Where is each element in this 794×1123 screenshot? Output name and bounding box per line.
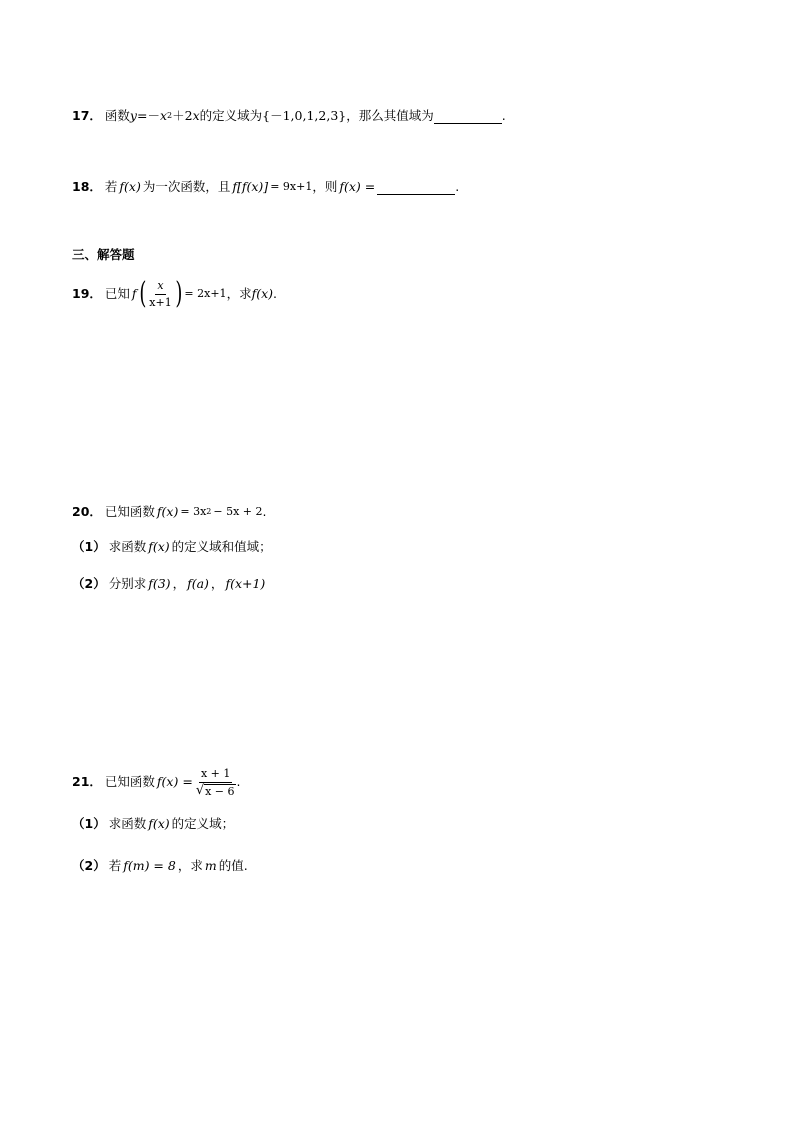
separator: ， [210, 576, 224, 591]
fraction-denominator [196, 783, 236, 798]
math-op: ＋2 [172, 108, 193, 123]
question-text: 求函数 [108, 816, 147, 831]
question-20: 20． 已知函数 f(x) = 3x 2 − 5x + 2 . [72, 504, 267, 519]
question-text: 为一次函数，且 [142, 179, 231, 194]
math-var: x [192, 108, 200, 123]
question-19 [72, 276, 277, 312]
math-expr: f[f(x)] [232, 179, 269, 194]
question-text: 的值. [218, 858, 248, 873]
math-expr: − 5x + 2 [213, 505, 263, 518]
question-text: 已知函数 [104, 504, 155, 519]
question-number: 21． [72, 774, 102, 789]
period: . [262, 504, 267, 519]
question-text: 分别求 [108, 576, 147, 591]
math-op: =－ [136, 108, 160, 123]
math-expr: = 3x [180, 505, 207, 518]
part-label: （2） [72, 576, 106, 591]
radical-sign: √ [195, 782, 205, 798]
question-text: ，求 [226, 286, 252, 301]
section-title: 三、解答题 [72, 247, 135, 262]
math-expr: f(x) [156, 504, 179, 519]
question-text: 求函数 [108, 539, 147, 554]
left-paren: ( [138, 276, 146, 311]
math-var: f [131, 286, 137, 301]
math-expr: f(m) = 8 [123, 858, 176, 873]
question-text: ，求 [177, 858, 203, 873]
question-number: 19． [72, 286, 102, 301]
answer-blank [377, 180, 455, 195]
fraction [149, 279, 171, 310]
period: . [236, 774, 241, 789]
question-text: 已知函数 [104, 774, 155, 789]
part-label: （1） [72, 816, 106, 831]
math-expr: f(x) [148, 816, 170, 831]
math-expr: f(x) = [156, 774, 193, 789]
math-expr: f(a) [187, 576, 209, 591]
question-21-part-2 [72, 857, 248, 875]
question-text: 已知 [104, 286, 130, 301]
question-20-part-2 [72, 575, 267, 593]
math-expr: f(x) = [339, 179, 376, 194]
math-expr: f(x) [119, 179, 141, 194]
math-expr: f(3) [148, 576, 171, 591]
period: . [501, 108, 506, 123]
part-label: （1） [72, 539, 106, 554]
math-expr: f(x) [251, 286, 274, 301]
math-var: m [204, 858, 217, 873]
math-var: x [159, 108, 168, 123]
math-expr: = 9x+1 [270, 180, 313, 193]
question-18 [72, 178, 459, 196]
question-21-part-1 [72, 815, 234, 833]
radicand: x − 6 [205, 784, 235, 798]
question-number: 17． [72, 108, 102, 123]
part-label: （2） [72, 858, 106, 873]
question-number: 20． [72, 504, 102, 519]
math-expr: = 2x+1 [184, 287, 227, 300]
domain-set: {－1,0,1,2,3} [262, 108, 347, 123]
question-20-part-1 [72, 538, 272, 556]
square-root [196, 784, 236, 798]
period: . [455, 179, 460, 194]
fraction [196, 767, 236, 798]
question-text: ，那么其值域为 [346, 108, 434, 123]
right-paren: ) [175, 276, 183, 311]
math-expr: f(x) [148, 539, 170, 554]
period: . [273, 286, 277, 301]
question-17: 17． 函数 y =－ x 2 ＋2 x 的定义域为 {－1,0,1,2,3} ，那么其值域为 . [72, 108, 506, 123]
question-text: 的定义域为 [199, 108, 263, 123]
question-text: 若 [108, 858, 122, 873]
separator: ， [172, 576, 186, 591]
question-number: 18． [72, 179, 102, 194]
fraction-denominator: x+1 [149, 295, 172, 309]
answer-blank [434, 109, 502, 124]
math-var: y [129, 108, 137, 123]
question-text: 函数 [104, 108, 130, 123]
question-21 [72, 764, 241, 800]
question-text: 的定义域和值域； [171, 539, 272, 554]
fraction-numerator: x + 1 [199, 767, 232, 783]
question-text: 的定义域； [171, 816, 235, 831]
question-text: 若 [104, 179, 118, 194]
fraction-numerator: x [155, 279, 165, 295]
math-expr: f(x+1) [225, 576, 266, 591]
question-text: ，则 [312, 179, 338, 194]
